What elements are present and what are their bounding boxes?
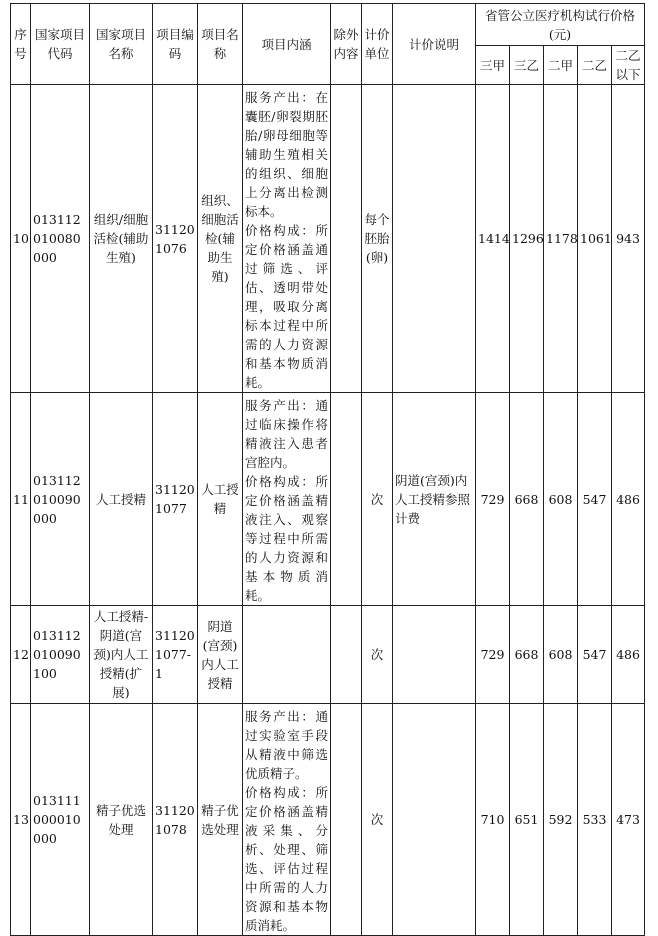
header-level-2b: 二乙 [578, 46, 612, 85]
header-national-code: 国家项目代码 [31, 4, 90, 85]
header-seq: 序号 [11, 4, 31, 85]
header-price-group: 省管公立医疗机构试行价格(元) [476, 4, 645, 46]
cell-price-2a: 592 [544, 704, 578, 936]
cell-price-3b: 651 [510, 704, 544, 936]
cell-item-name: 人工授精 [198, 393, 243, 606]
cell-exclusions [331, 85, 362, 393]
cell-price-below-2b: 943 [612, 85, 645, 393]
cell-price-below-2b: 473 [612, 704, 645, 936]
cell-price-3a: 710 [476, 704, 510, 936]
cell-price-2a: 1178 [544, 85, 578, 393]
cell-national-name: 人工授精-阴道(宫颈)内人工授精(扩展) [90, 606, 153, 704]
cell-unit: 次 [362, 606, 393, 704]
cell-unit: 次 [362, 393, 393, 606]
table-row [11, 704, 645, 936]
cell-item-name: 精子优选处理 [198, 704, 243, 936]
cell-price-2a: 608 [544, 393, 578, 606]
header-level-2a: 二甲 [544, 46, 578, 85]
header-level-3b: 三乙 [510, 46, 544, 85]
cell-price-2b: 547 [578, 393, 612, 606]
cell-content [243, 606, 331, 704]
cell-note [393, 704, 476, 936]
cell-content [243, 85, 331, 393]
cell-item-code: 311201077 [153, 393, 198, 606]
cell-seq: 12 [11, 606, 31, 704]
cell-item-code: 311201078 [153, 704, 198, 936]
cell-national-name: 精子优选处理 [90, 704, 153, 936]
cell-price-below-2b: 486 [612, 606, 645, 704]
cell-content [243, 393, 331, 606]
cell-price-3a: 1414 [476, 85, 510, 393]
cell-seq: 11 [11, 393, 31, 606]
cell-price-2a: 608 [544, 606, 578, 704]
content-price: 价格构成：所定价格涵盖精液注入、观察等过程中所需的人力资源和基本物质消耗。 [245, 474, 328, 603]
cell-national-code: 013112010080000 [31, 85, 90, 393]
header-item-code: 项目编码 [153, 4, 198, 85]
header-unit: 计价单位 [362, 4, 393, 85]
cell-item-code: 311201076 [153, 85, 198, 393]
table-row [11, 393, 645, 606]
cell-national-code: 013111000010000 [31, 704, 90, 936]
cell-exclusions [331, 393, 362, 606]
cell-national-code: 013112010090000 [31, 393, 90, 606]
cell-price-below-2b: 486 [612, 393, 645, 606]
header-level-3a: 三甲 [476, 46, 510, 85]
content-output: 服务产出：通过实验室手段从精液中筛选优质精子。 [245, 709, 328, 781]
content-output: 服务产出：在囊胚/卵裂期胚胎/卵母细胞等辅助生殖相关的组织、细胞上分离出检测标本。 [245, 90, 328, 219]
cell-unit: 每个胚胎(卵) [362, 85, 393, 393]
cell-item-code: 311201077-1 [153, 606, 198, 704]
cell-price-3b: 668 [510, 606, 544, 704]
cell-price-3a: 729 [476, 393, 510, 606]
cell-unit: 次 [362, 704, 393, 936]
cell-national-code: 013112010090100 [31, 606, 90, 704]
header-content: 项目内涵 [243, 4, 331, 85]
cell-exclusions [331, 606, 362, 704]
cell-seq: 13 [11, 704, 31, 936]
cell-price-2b: 547 [578, 606, 612, 704]
cell-price-3b: 1296 [510, 85, 544, 393]
header-note: 计价说明 [393, 4, 476, 85]
header-level-below-2b: 二乙以下 [612, 46, 645, 85]
cell-note [393, 85, 476, 393]
header-national-name: 国家项目名称 [90, 4, 153, 85]
cell-seq: 10 [11, 85, 31, 393]
header-item-name: 项目名称 [198, 4, 243, 85]
cell-note [393, 606, 476, 704]
cell-price-2b: 533 [578, 704, 612, 936]
table-row [11, 85, 645, 393]
cell-item-name: 组织、细胞活检(辅助生殖) [198, 85, 243, 393]
cell-exclusions [331, 704, 362, 936]
content-price: 价格构成：所定价格涵盖通过筛选、评估、透明带处理，吸取分离标本过程中所需的人力资源和基本物质消耗。 [245, 223, 328, 390]
cell-price-3b: 668 [510, 393, 544, 606]
cell-item-name: 阴道(宫颈)内人工授精 [198, 606, 243, 704]
price-table [10, 3, 645, 936]
cell-national-name: 人工授精 [90, 393, 153, 606]
cell-note: 阴道(宫颈)内人工授精参照计费 [393, 393, 476, 606]
table-row [11, 606, 645, 704]
header-exclusions: 除外内容 [331, 4, 362, 85]
content-price: 价格构成：所定价格涵盖精液采集、分析、处理、筛选、评估过程中所需的人力资源和基本物质消耗。 [245, 785, 328, 933]
content-output: 服务产出：通过临床操作将精液注入患者宫腔内。 [245, 398, 328, 470]
cell-national-name: 组织/细胞活检(辅助生殖) [90, 85, 153, 393]
cell-price-3a: 729 [476, 606, 510, 704]
cell-content [243, 704, 331, 936]
cell-price-2b: 1061 [578, 85, 612, 393]
